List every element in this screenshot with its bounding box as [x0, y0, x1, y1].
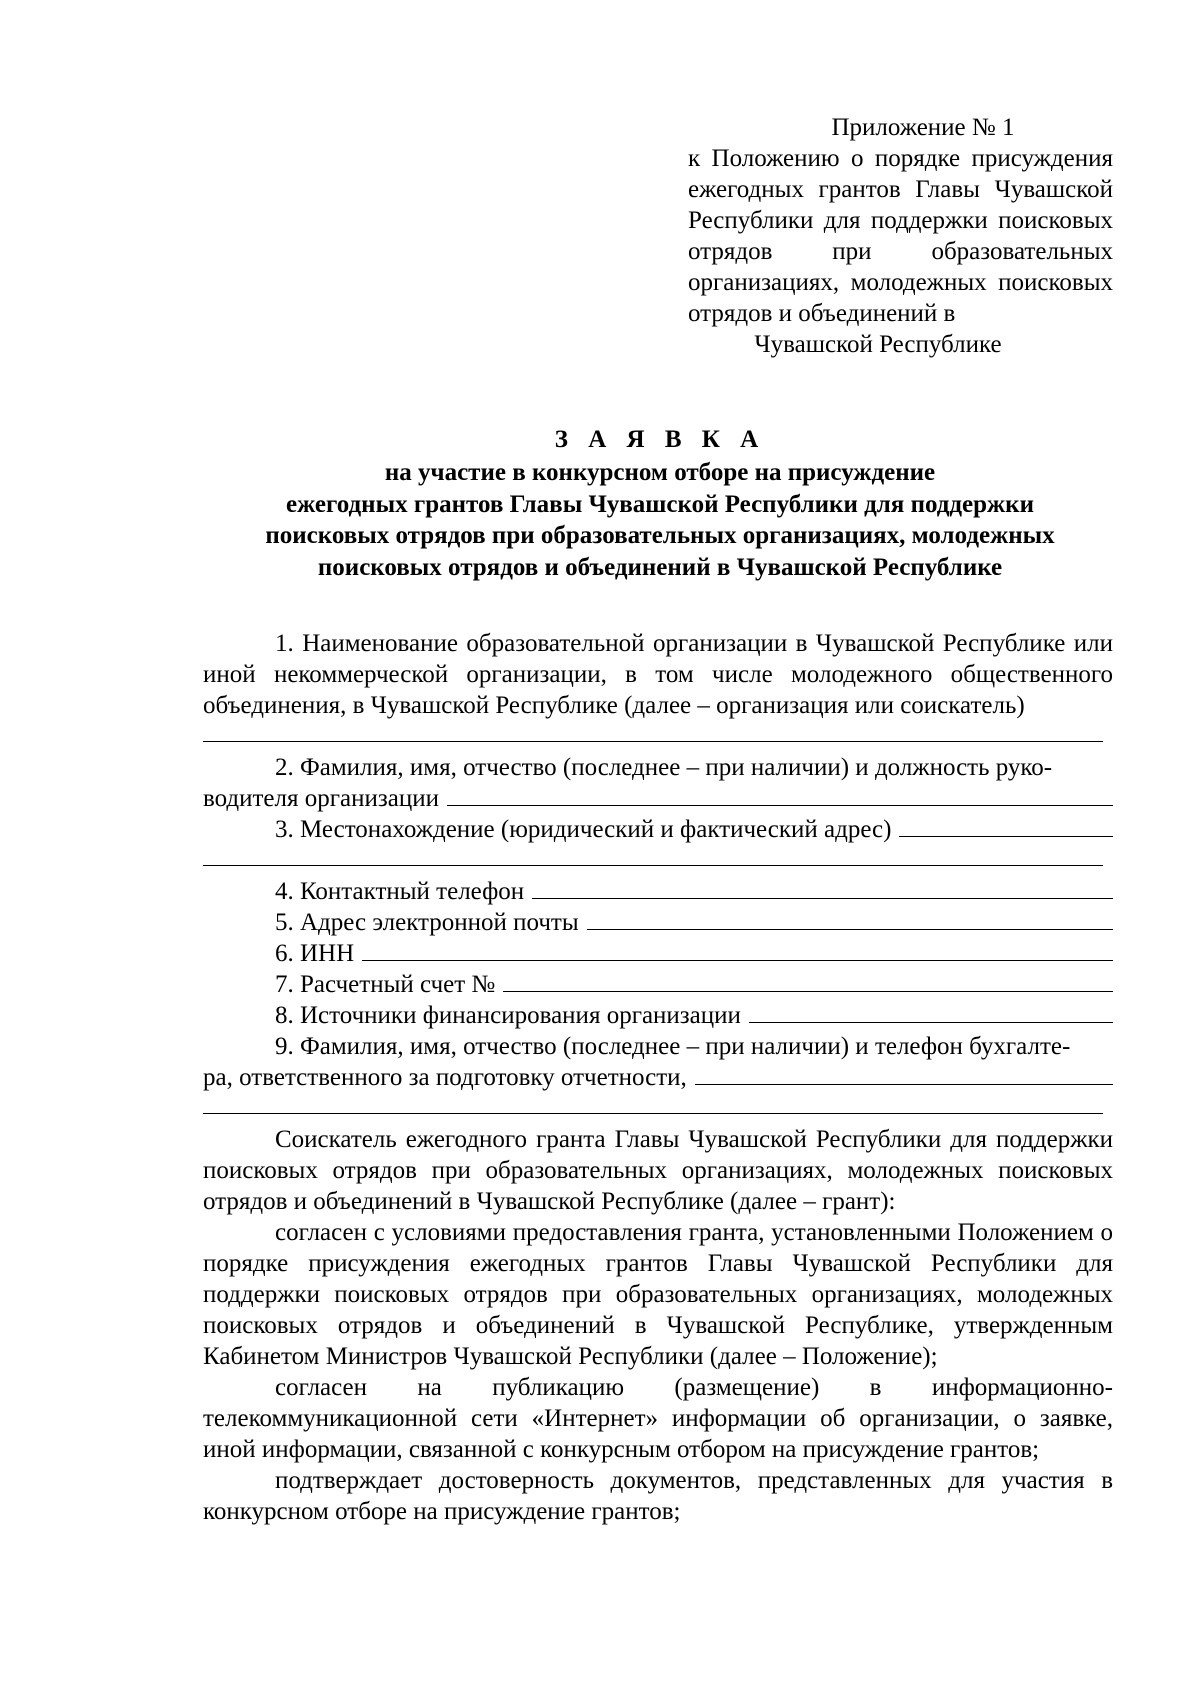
funding-input-line[interactable] — [749, 1000, 1113, 1023]
field-accountant-row-1 — [203, 1031, 1113, 1062]
page-title: З А Я В К А — [554, 426, 766, 453]
inn-input-line[interactable] — [362, 938, 1113, 961]
field-head-label-1: 2. Фамилия, имя, отчество (последнее – при наличии) и должность руко- — [275, 754, 1053, 781]
field-head-row-2 — [203, 783, 1113, 814]
field-head-row-1 — [203, 752, 1113, 783]
body-paragraph-4: подтверждает достоверность документов, представленных для участия в конкурсном отборе на присуждение грантов; — [203, 1467, 1113, 1525]
field-account-label: 7. Расчетный счет № — [275, 971, 496, 998]
body-paragraph-2: согласен с условиями предоставления гранта, установленными Положением о порядке присуждения ежегодных грантов Главы Чувашской Республики для поддержки поисковых отрядов при образовательных организациях, молодежных поисковых отрядов и объединений в Чувашской Республике, утвержденным Кабинетом Министров Чувашской Республики (далее – Положение); — [203, 1219, 1113, 1370]
field-accountant-row-2 — [203, 1062, 1113, 1093]
address-input-line[interactable] — [899, 814, 1113, 837]
appendix-text: к Положению о порядке присуждения ежегодных грантов Главы Чувашской Республики для поддержки поисковых отрядов при образовательных организациях, молодежных поисковых отрядов и объединений в — [688, 145, 1113, 327]
field-accountant-label-1: 9. Фамилия, имя, отчество (последнее – при наличии) и телефон бухгалте- — [275, 1033, 1071, 1060]
heading-subtitle-1: на участие в конкурсном отборе на присуждение — [384, 459, 936, 486]
field-address-row — [203, 814, 1113, 845]
field-phone-label: 4. Контактный телефон — [275, 878, 525, 905]
heading-subtitle-2: ежегодных грантов Главы Чувашской Республики для поддержки — [286, 490, 1034, 518]
field-funding-row — [203, 1000, 1113, 1031]
application-heading — [180, 424, 1140, 583]
field-funding-label: 8. Источники финансирования организации — [275, 1002, 741, 1029]
appendix-title: Приложение № 1 — [831, 114, 1015, 141]
heading-subtitle-3: поисковых отрядов при образовательных организациях, молодежных — [265, 522, 1055, 549]
field-head-label-2: водителя организации — [203, 785, 439, 812]
account-input-line[interactable] — [503, 969, 1113, 992]
email-input-line[interactable] — [587, 907, 1113, 930]
appendix-last-line: Чувашской Республике — [754, 331, 1002, 358]
head-name-input-line[interactable] — [447, 783, 1113, 806]
field-inn-row — [203, 938, 1113, 969]
field-inn-label: 6. ИНН — [275, 940, 355, 967]
field-email-label: 5. Адрес электронной почты — [275, 909, 579, 936]
body-paragraph-1: Соискатель ежегодного гранта Главы Чувашской Республики для поддержки поисковых отрядов при образовательных организациях, молодежных поисковых отрядов и объединений в Чувашской Республике (далее – грант): — [203, 1126, 1113, 1215]
phone-input-line[interactable] — [532, 876, 1113, 899]
address-input-line-2[interactable] — [203, 845, 1103, 866]
accountant-input-line-2[interactable] — [203, 1093, 1103, 1114]
field-organization-name-label: 1. Наименование образовательной организации в Чувашской Республике или иной некоммерческой организации, в том числе молодежного общественного объединения, в Чувашской Республике (далее – организация или соискатель) — [203, 630, 1113, 719]
accountant-input-line[interactable] — [695, 1062, 1113, 1085]
appendix-block — [688, 112, 1113, 360]
field-phone-row — [203, 876, 1113, 907]
field-email-row — [203, 907, 1113, 938]
field-address-label: 3. Местонахождение (юридический и фактический адрес) — [275, 816, 892, 843]
body-paragraph-3: согласен на публикацию (размещение) в информационно-телекоммуникационной сети «Интернет» информации об организации, о заявке, иной информации, связанной с конкурсным отбором на присуждение грантов; — [203, 1374, 1113, 1463]
organization-name-input-line[interactable] — [203, 721, 1103, 742]
application-form — [203, 628, 1113, 1527]
heading-subtitle-4: поисковых отрядов и объединений в Чувашской Республике — [317, 553, 1003, 581]
field-accountant-label-2: ра, ответственного за подготовку отчетности, — [203, 1064, 687, 1091]
field-account-row — [203, 969, 1113, 1000]
